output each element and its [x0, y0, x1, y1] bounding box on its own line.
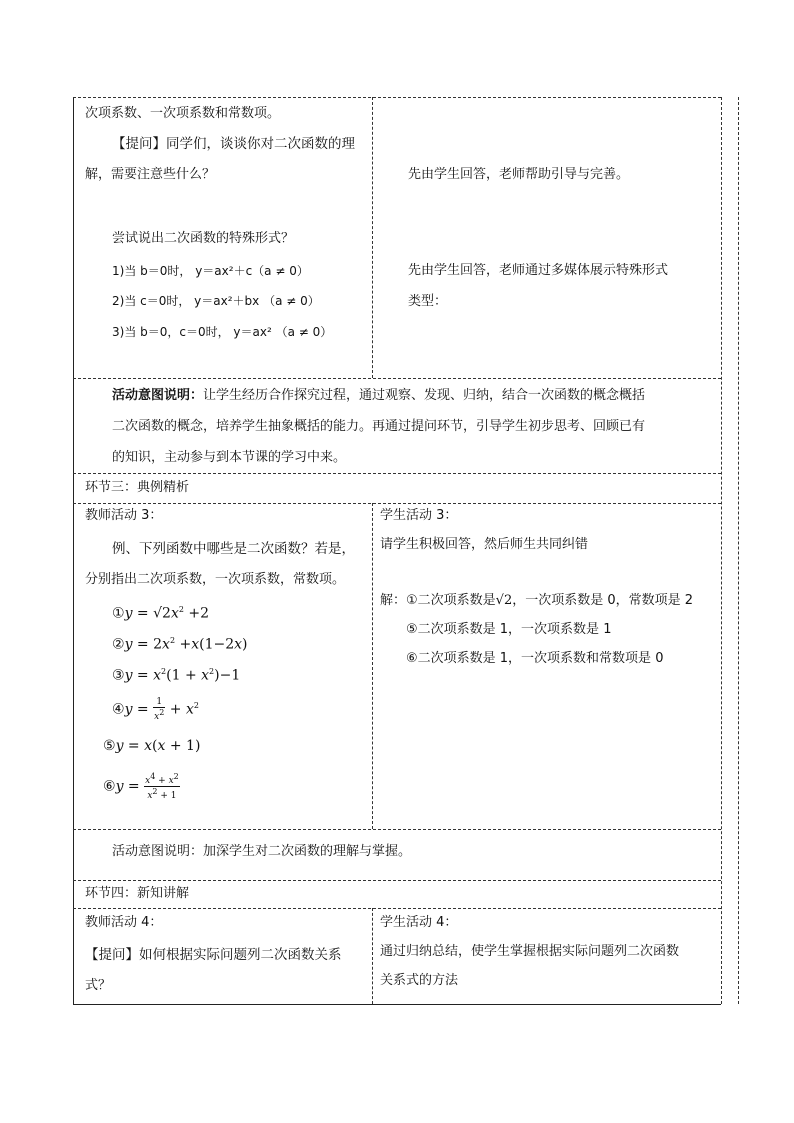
intent-text: 二次函数的概念，培养学生抽象概括的能力。再通过提问环节，引导学生初步思考、回顾已有 — [112, 419, 646, 434]
formula-4: ④y = $\frac{1}{x^2}$ + $x^2$ — [112, 697, 199, 723]
formula-1: ①y = $√2x^2 +2$ — [112, 605, 210, 622]
solution-line: 解：①二次项系数是√2，一次项系数是 0，常数项是 2 — [380, 593, 694, 608]
example-text: 分别指出二次项系数，一次项系数，常数项。 — [85, 572, 346, 587]
column-divider-stage3 — [372, 503, 373, 829]
table-left-border — [73, 97, 74, 1004]
answer-text: 先由学生回答，老师帮助引导与完善。 — [408, 167, 630, 182]
column-divider-top — [372, 97, 373, 378]
student-activity-label: 学生活动 3： — [380, 508, 458, 523]
question-line: 【提问】如何根据实际问题列二次函数关系 — [85, 947, 342, 963]
formula-3: ③y = $x^2(1 + x^2)-1$ — [112, 667, 241, 684]
margin-line — [738, 97, 739, 1004]
student-activity-text: 请学生积极回答，然后师生共同纠错 — [380, 537, 589, 552]
teacher-activity-label: 教师活动 3： — [85, 508, 163, 523]
section1-text: 次项系数、一次项系数和常数项。 — [85, 106, 281, 121]
row-line-stage3-body — [73, 503, 721, 504]
intent-text: 让学生经历合作探究过程，通过观察、发现、归纳，结合一次函数的概念概括 — [203, 388, 646, 403]
stage-title: 环节三：典例精析 — [85, 480, 190, 495]
answer-text: 类型： — [408, 294, 448, 309]
special-case: 3)当 b＝0，c＝0时， y＝ax² （a ≠ 0） — [112, 325, 333, 339]
answer-text: 先由学生回答，老师通过多媒体展示特殊形式 — [408, 263, 669, 278]
row-line-intent2 — [73, 829, 721, 830]
teacher-activity-label: 教师活动 4： — [85, 915, 163, 930]
special-case: 2)当 c＝0时， y＝ax²＋bx （a ≠ 0） — [112, 294, 320, 308]
formula-2: ②y = $2x^2 +x(1-2x)$ — [112, 636, 248, 653]
stage-title: 环节四：新知讲解 — [85, 886, 190, 901]
special-case: 1)当 b＝0时， y＝ax²＋c（a ≠ 0） — [112, 264, 309, 278]
row-line-bottom — [73, 1004, 721, 1005]
row-line-intent1 — [73, 378, 721, 379]
question-line: 【提问】同学们，谈谈你对二次函数的理 — [112, 136, 355, 152]
student-activity-text: 关系式的方法 — [380, 973, 459, 988]
intent-paragraph — [112, 387, 645, 405]
row-line-stage4-body — [73, 908, 721, 909]
row-line-stage4-title — [73, 880, 721, 881]
question-line: 式？ — [85, 978, 112, 993]
question-line: 解，需要注意些什么？ — [85, 167, 216, 182]
formula-6: ⑥y = $\frac{x^4 + x^2}{x^2 + 1}$ — [103, 772, 179, 801]
intent-paragraph: 活动意图说明：加深学生对二次函数的理解与掌握。 — [112, 844, 412, 859]
formula-5: ⑤y = x(x + 1) — [103, 738, 201, 754]
solution-line: ⑥二次项系数是 1，一次项系数和常数项是 0 — [406, 651, 664, 666]
table-right-border — [721, 97, 722, 1004]
example-text: 例、下列函数中哪些是二次函数？若是， — [112, 541, 355, 557]
student-activity-text: 通过归纳总结，使学生掌握根据实际问题列二次函数 — [380, 944, 680, 959]
row-line-stage3-title — [73, 473, 721, 474]
intent-label: 活动意图说明： — [112, 388, 204, 403]
student-activity-label: 学生活动 4： — [380, 915, 458, 930]
try-text: 尝试说出二次函数的特殊形式？ — [112, 231, 295, 246]
solution-line: ⑤二次项系数是 1，一次项系数是 1 — [406, 622, 612, 637]
intent-text: 的知识，主动参与到本节课的学习中来。 — [112, 450, 347, 465]
row-line-top — [73, 97, 721, 98]
column-divider-stage4 — [372, 908, 373, 1004]
